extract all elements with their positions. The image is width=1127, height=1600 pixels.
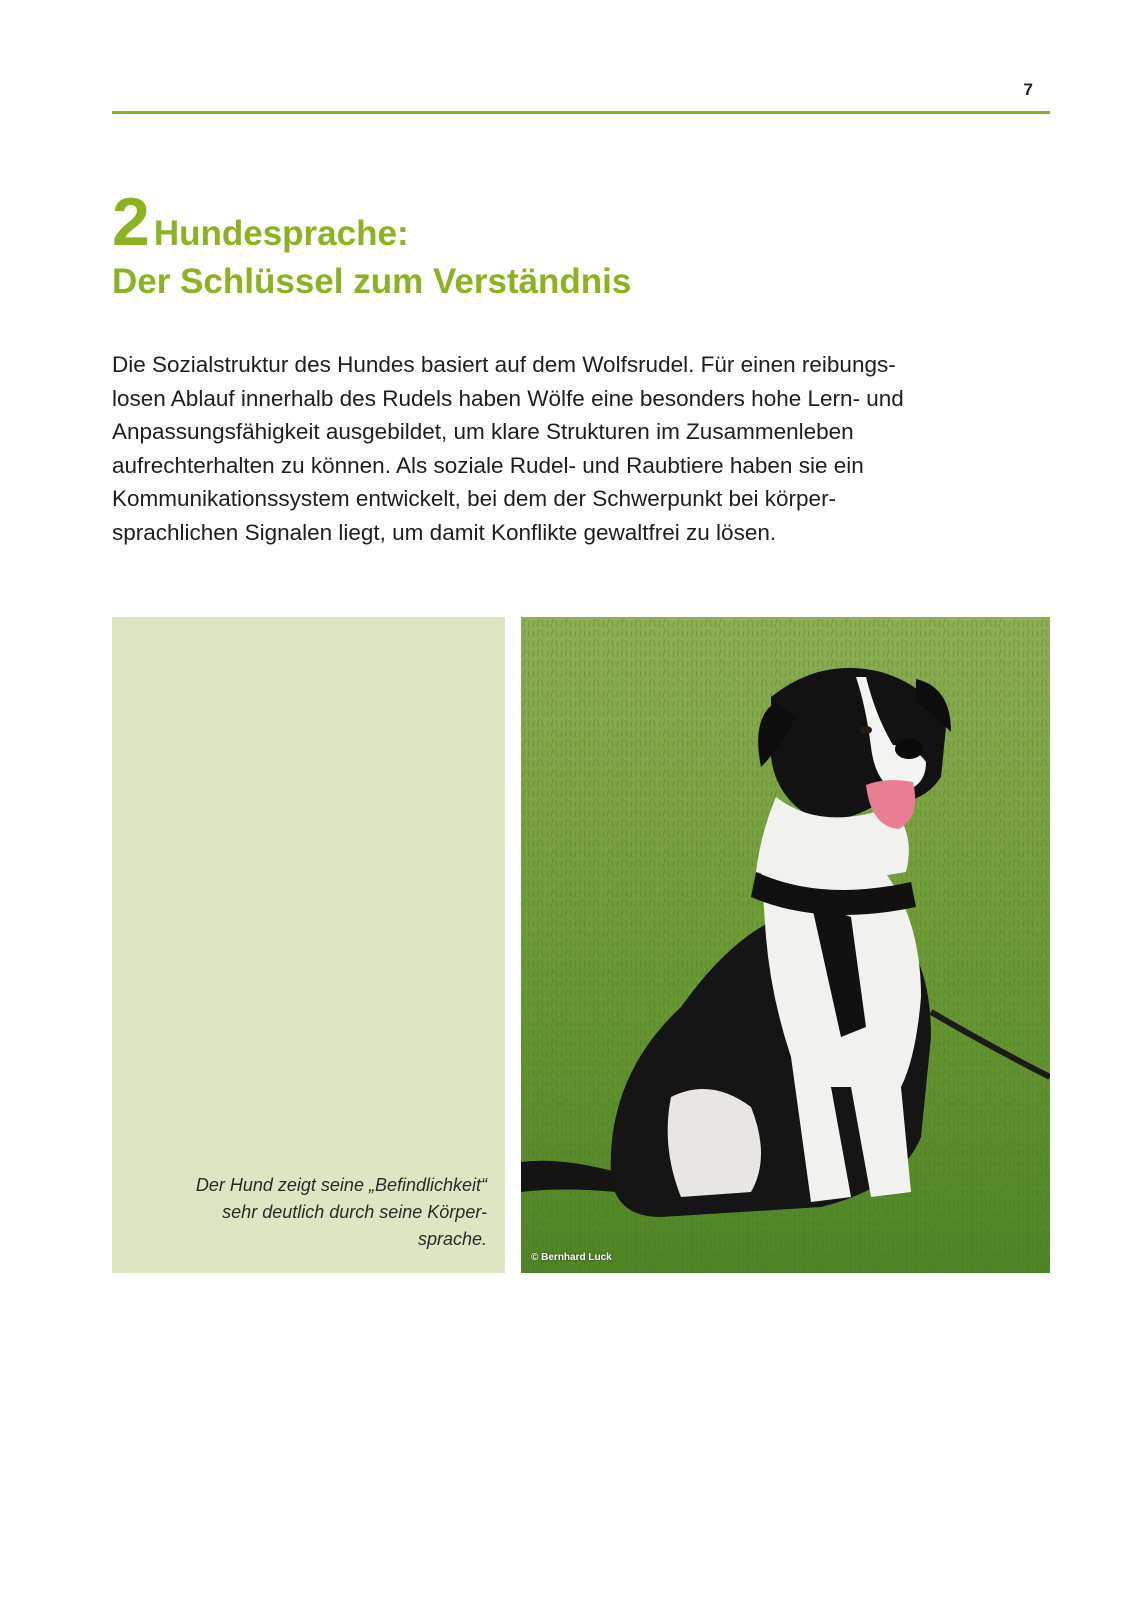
caption-line: sehr deutlich durch seine Körper- [222,1202,487,1222]
intro-line: Anpassungsfähigkeit ausgebildet, um klare Strukturen im Zusammenleben [112,419,854,445]
dog-illustration [521,617,1050,1273]
header-rule [112,111,1050,114]
chapter-title-line2: Der Schlüssel zum Verständnis [112,262,632,301]
caption-panel [112,617,505,1273]
caption-line: Der Hund zeigt seine „Befindlichkeit“ [195,1175,487,1195]
intro-line: Die Sozialstruktur des Hundes basiert auf dem Wolfsrudel. Für einen reibungs- [112,352,896,377]
page-number: 7 [1023,80,1033,99]
chapter-number: 2 [112,184,148,260]
chapter-title [112,184,632,301]
dog-photo [521,617,1050,1273]
figure-caption [127,1172,487,1253]
intro-line: sprachlichen Signalen liegt, um damit Konflikte gewaltfrei zu lösen. [112,519,777,545]
intro-paragraph [112,348,1052,550]
caption-line: sprache. [417,1229,487,1249]
chapter-title-line1: Hundesprache: [153,214,409,253]
intro-line: Kommunikationssystem entwickelt, bei dem der Schwerpunkt bei körper- [112,486,837,512]
intro-line: losen Ablauf innerhalb des Rudels haben Wölfe eine besonders hohe Lern- und [112,385,904,411]
photo-credit: © Bernhard Luck [531,1252,612,1263]
intro-line: aufrechterhalten zu können. Als soziale Rudel- und Raubtiere haben sie ein [112,452,864,478]
